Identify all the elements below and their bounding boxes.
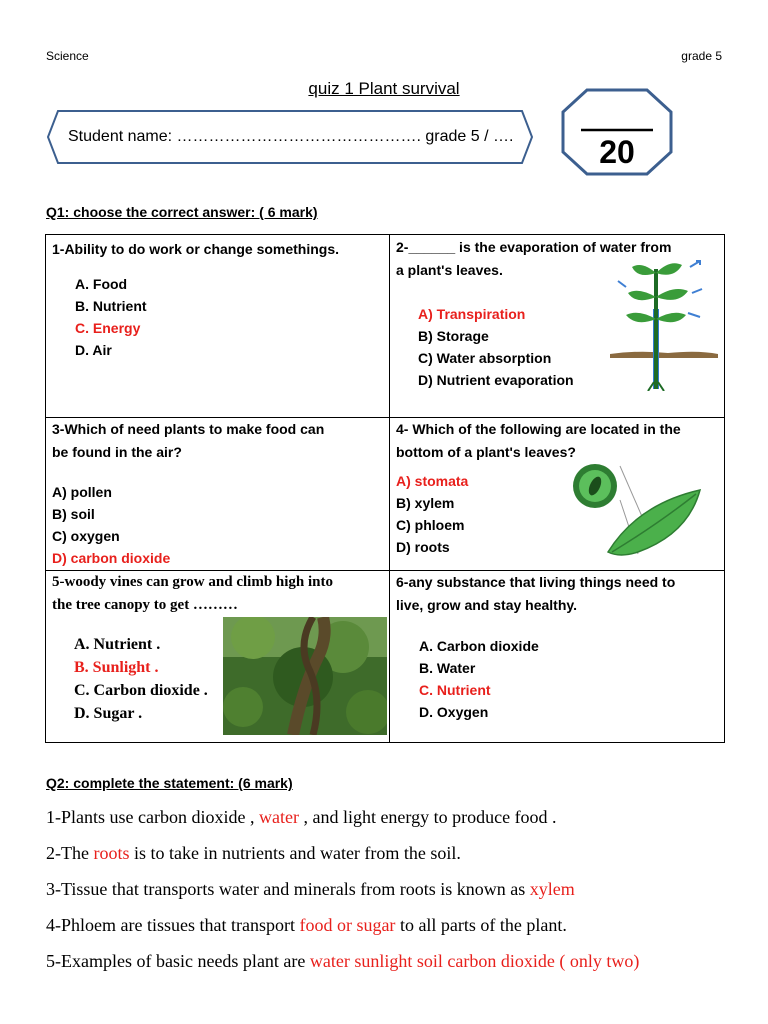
grade-label: grade 5: [681, 49, 722, 63]
question-4: 4- Which of the following are located in the bottom of a plant's leaves?: [396, 421, 681, 460]
question-5: 5-woody vines can grow and climb high into the tree canopy to get ………: [52, 574, 334, 613]
option-6b: B. Water: [419, 660, 476, 676]
options-6: [419, 635, 539, 723]
statement-2: 2-The roots is to take in nutrients and water from the soil.: [46, 843, 461, 863]
option-2d: D) Nutrient evaporation: [418, 372, 574, 388]
q1-cell-3: [46, 418, 390, 571]
option-6c: C. Nutrient: [419, 682, 491, 698]
option-1c: C. Energy: [75, 320, 141, 336]
question-1: 1-Ability to do work or change somethings.: [52, 241, 340, 257]
q1-cell-2: [390, 235, 725, 418]
q1-heading: Q1: choose the correct answer: ( 6 mark): [46, 204, 318, 220]
option-1b: B. Nutrient: [75, 298, 147, 314]
option-4d: D) roots: [396, 539, 450, 555]
answer-4: food or sugar: [299, 915, 396, 935]
option-4a: A) stomata: [396, 473, 469, 489]
answer-3: xylem: [529, 879, 575, 899]
q2-heading: Q2: complete the statement: (6 mark): [46, 775, 293, 791]
student-name-box: [46, 109, 534, 165]
score-box: [561, 88, 673, 176]
option-3c: C) oxygen: [52, 528, 120, 544]
options-2: [418, 303, 574, 391]
question-3: 3-Which of need plants to make food can be found in the air?: [52, 421, 325, 460]
q1-cell-4: [390, 418, 725, 571]
option-2c: C) Water absorption: [418, 350, 552, 366]
quiz-title: quiz 1 Plant survival: [308, 79, 460, 98]
question-2: 2-______ is the evaporation of water from a plant's leaves.: [396, 239, 672, 278]
options-3: [52, 481, 170, 569]
score-total: 20: [599, 134, 635, 170]
option-3b: B) soil: [52, 506, 95, 522]
option-5c: C. Carbon dioxide .: [74, 682, 208, 699]
statement-3: 3-Tissue that transports water and minerals from roots is known as xylem: [46, 879, 575, 899]
question-6: 6-any substance that living things need to live, grow and stay healthy.: [396, 574, 676, 613]
statement-5: 5-Examples of basic needs plant are water sunlight soil carbon dioxide ( only two): [46, 951, 640, 971]
options-4: [396, 470, 468, 558]
answer-2: roots: [93, 843, 130, 863]
option-5b: B. Sunlight .: [74, 659, 159, 676]
option-6a: A. Carbon dioxide: [419, 638, 539, 654]
option-5a: A. Nutrient .: [74, 636, 161, 653]
option-4c: C) phloem: [396, 517, 465, 533]
option-1a: A. Food: [75, 276, 128, 292]
statement-4: 4-Phloem are tissues that transport food or sugar to all parts of the plant.: [46, 915, 567, 935]
option-4b: B) xylem: [396, 495, 455, 511]
leaf-stomata-illustration: [568, 464, 720, 568]
option-1d: D. Air: [75, 342, 112, 358]
q1-cell-6: [390, 571, 725, 743]
student-name-line: Student name: ………………………………………. grade 5 / ….: [68, 128, 514, 145]
options-5: [74, 633, 208, 725]
q1-cell-1: [46, 235, 390, 418]
answer-5: water sunlight soil carbon dioxide ( only two): [309, 951, 640, 971]
q1-cell-5: [46, 571, 390, 743]
q1-table: [45, 234, 725, 743]
option-5d: D. Sugar .: [74, 705, 143, 722]
woody-vines-photo: [223, 617, 387, 735]
subject-label: Science: [46, 49, 89, 63]
option-3a: A) pollen: [52, 484, 112, 500]
options-1: [75, 273, 147, 361]
option-2b: B) Storage: [418, 328, 489, 344]
option-3d: D) carbon dioxide: [52, 550, 171, 566]
transpiration-plant-illustration: [608, 257, 720, 391]
option-6d: D. Oxygen: [419, 704, 489, 720]
statement-1: 1-Plants use carbon dioxide , water , and light energy to produce food .: [46, 807, 557, 827]
option-2a: A) Transpiration: [418, 306, 526, 322]
answer-1: water: [258, 807, 299, 827]
